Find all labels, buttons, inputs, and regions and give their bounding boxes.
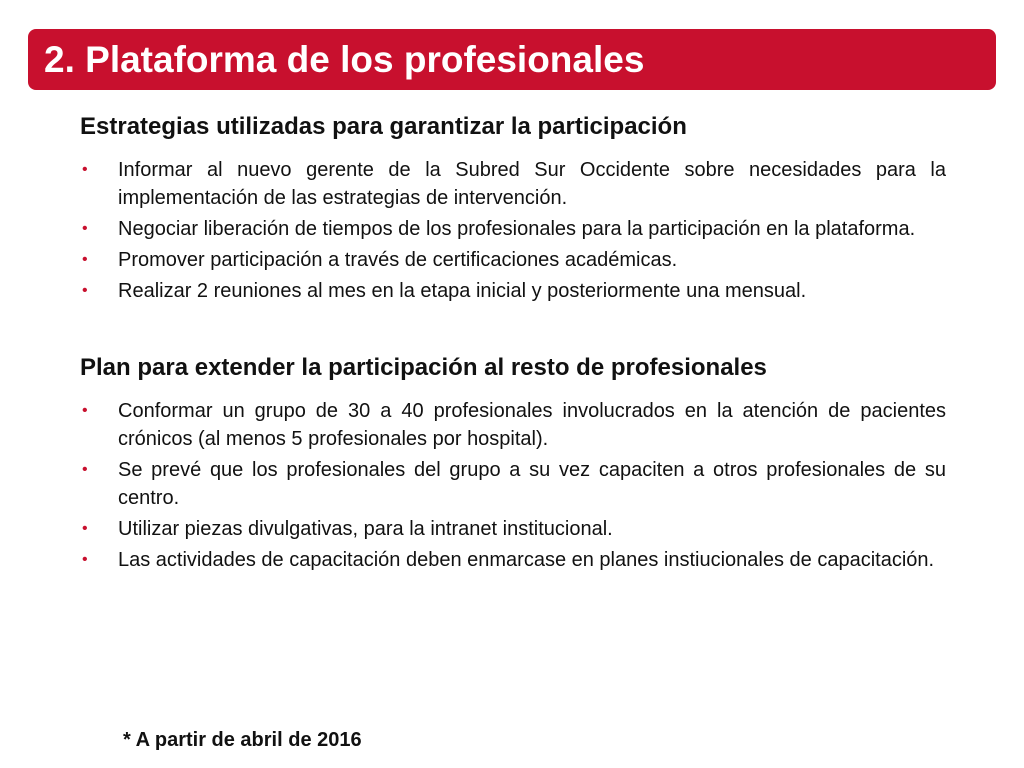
bullet-icon: • [82,282,88,299]
list-item-text: Negociar liberación de tiempos de los profesionales para la participación en la plataforma. [118,218,916,240]
list-item-text: Informar al nuevo gerente de la Subred Sur Occidente sobre necesidades para la implementación de las estrategias de intervención. [118,159,946,209]
bullet-icon: • [82,402,88,419]
list-item-text: Promover participación a través de certificaciones académicas. [118,249,678,271]
bullet-icon: • [82,551,88,568]
list-item [80,515,946,543]
list-item [80,397,946,453]
bullet-icon: • [82,461,88,478]
bullet-list-extension-plan [80,397,946,574]
list-item-text: Las actividades de capacitación deben enmarcase en planes instiucionales de capacitación. [118,549,935,571]
section-heading-strategies: Estrategias utilizadas para garantizar la participación [80,113,687,140]
bullet-icon: • [82,220,88,237]
list-item-text: Utilizar piezas divulgativas, para la intranet institucional. [118,518,613,540]
section-heading-extension-plan: Plan para extender la participación al resto de profesionales [80,354,767,381]
list-item [80,456,946,512]
bullet-icon: • [82,251,88,268]
list-item-text: Realizar 2 reuniones al mes en la etapa inicial y posteriormente una mensual. [118,280,807,302]
list-item [80,546,946,574]
slide-title: 2. Plataforma de los profesionales [44,39,645,80]
list-item-text: Se prevé que los profesionales del grupo a su vez capaciten a otros profesionales de su centro. [118,459,946,509]
list-item-text: Conformar un grupo de 30 a 40 profesionales involucrados en la atención de pacientes crónicos (al menos 5 profesionales por hospital). [118,400,946,450]
slide-content [80,108,946,577]
list-item [80,277,946,305]
list-item [80,156,946,212]
list-item [80,246,946,274]
bullet-icon: • [82,520,88,537]
bullet-list-strategies [80,156,946,305]
list-item [80,215,946,243]
footnote: * A partir de abril de 2016 [123,729,362,751]
title-bar [28,29,996,90]
bullet-icon: • [82,161,88,178]
